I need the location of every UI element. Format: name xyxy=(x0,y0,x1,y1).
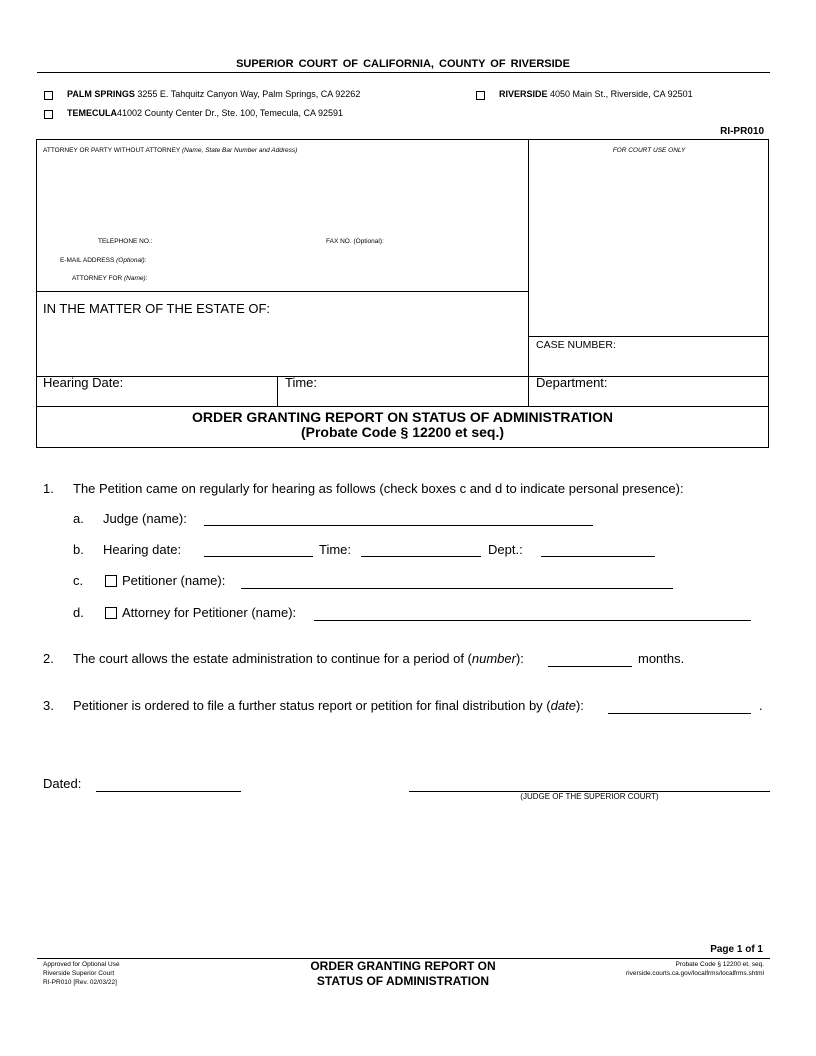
palm-springs-location xyxy=(67,89,360,99)
court-use-label: FOR COURT USE ONLY xyxy=(612,147,686,154)
judge-name-label: Judge (name): xyxy=(103,511,187,526)
footer-right xyxy=(560,960,764,978)
form-title-line2: (Probate Code § 12200 et seq.) xyxy=(300,424,505,440)
item2-text xyxy=(73,651,524,666)
footer-title-line1: ORDER GRANTING REPORT ON xyxy=(310,959,496,973)
judge-signature-label: (JUDGE OF THE SUPERIOR COURT) xyxy=(520,792,659,801)
item1b-letter: b. xyxy=(73,542,84,557)
palm-springs-address: 3255 E. Tahquitz Canyon Way, Palm Springs, CA 92262 xyxy=(137,89,361,99)
item1d-letter: d. xyxy=(73,605,84,620)
attorney-label-text: ATTORNEY OR PARTY WITHOUT ATTORNEY xyxy=(43,147,181,154)
hearing-bottom-rule xyxy=(36,406,769,407)
temecula-address: 41002 County Center Dr., Ste. 100, Temecula, CA 92591 xyxy=(117,108,343,118)
page-number: Page 1 of 1 xyxy=(710,944,763,955)
hearing-date-label: Hearing Date: xyxy=(43,375,124,390)
caption-box xyxy=(36,139,769,448)
item3-text xyxy=(73,698,584,713)
hearing-dept-field[interactable] xyxy=(541,556,655,557)
attorney-label xyxy=(43,147,297,154)
palm-springs-checkbox[interactable] xyxy=(44,91,53,100)
petitioner-present-checkbox[interactable] xyxy=(105,575,117,587)
footer-url[interactable]: riverside.courts.ca.gov/localfrms/localfrms.shtml xyxy=(626,970,764,977)
item2-text-ital: number xyxy=(471,651,516,666)
email-label-text: E-MAIL ADDRESS xyxy=(60,257,115,264)
attorney-label-hint: (Name, State Bar Number and Address) xyxy=(181,147,298,154)
case-number-label: CASE NUMBER: xyxy=(536,339,616,351)
judge-name-field[interactable] xyxy=(204,525,593,526)
months-label: months. xyxy=(638,651,685,666)
footer-approved: Approved for Optional Use xyxy=(43,961,120,968)
item2-text-pre: The court allows the estate administration to continue for a period of ( xyxy=(73,651,472,666)
item2-text-post: ): xyxy=(515,651,524,666)
attorney-for-text: ATTORNEY FOR xyxy=(72,275,123,282)
form-number: RI-PR010 xyxy=(720,126,764,137)
hearing-dept-label: Dept.: xyxy=(488,542,523,557)
attorney-name-field[interactable] xyxy=(314,620,751,621)
temecula-location xyxy=(67,108,343,118)
hearing-date-field-label: Hearing date: xyxy=(103,542,182,557)
estate-label: IN THE MATTER OF THE ESTATE OF: xyxy=(43,301,271,316)
riverside-address: 4050 Main St., Riverside, CA 92501 xyxy=(550,89,693,99)
temecula-name: TEMECULA xyxy=(67,108,117,118)
header-rule xyxy=(37,72,770,73)
item3-period: . xyxy=(759,698,763,713)
item1-number: 1. xyxy=(43,481,54,496)
attorney-for-label xyxy=(72,275,148,282)
email-label-hint: (Optional): xyxy=(116,257,147,264)
palm-springs-name: PALM SPRINGS xyxy=(67,89,135,99)
attorney-for-hint: (Name): xyxy=(124,275,148,282)
footer-title xyxy=(240,959,566,989)
dated-label: Dated: xyxy=(43,776,82,791)
hearing-time-label: Time: xyxy=(319,542,352,557)
time-label: Time: xyxy=(285,375,318,390)
footer-form-rev: RI-PR010 [Rev. 02/03/22] xyxy=(43,979,117,986)
case-number-rule xyxy=(528,336,769,337)
petitioner-name-field[interactable] xyxy=(241,588,673,589)
footer-left xyxy=(43,960,120,987)
hearing-divider-2 xyxy=(528,376,529,406)
caption-divider xyxy=(528,139,529,377)
footer-probate-code: Probate Code § 12200 et. seq. xyxy=(675,961,764,968)
footer-title-line2: STATUS OF ADMINISTRATION xyxy=(316,974,490,988)
fax-label: FAX NO. (Optional): xyxy=(326,238,384,245)
report-date-field[interactable] xyxy=(608,713,751,714)
telephone-label: TELEPHONE NO.: xyxy=(98,238,153,245)
estate-rule xyxy=(36,291,529,292)
department-label: Department: xyxy=(536,375,608,390)
court-title: SUPERIOR COURT OF CALIFORNIA, COUNTY OF RIVERSIDE xyxy=(236,58,570,70)
hearing-top-rule xyxy=(36,376,769,377)
temecula-checkbox[interactable] xyxy=(44,110,53,119)
item2-number: 2. xyxy=(43,651,54,666)
dated-field[interactable] xyxy=(96,791,241,792)
item3-text-ital: date xyxy=(550,698,576,713)
item3-number: 3. xyxy=(43,698,54,713)
form-title-line1: ORDER GRANTING REPORT ON STATUS OF ADMINISTRATION xyxy=(191,409,614,425)
email-label xyxy=(60,257,146,264)
item1c-letter: c. xyxy=(73,573,84,588)
item1-text: The Petition came on regularly for hearing as follows (check boxes c and d to indicate personal presence): xyxy=(73,481,684,496)
item3-text-post: ): xyxy=(575,698,584,713)
item1a-letter: a. xyxy=(73,511,84,526)
riverside-checkbox[interactable] xyxy=(476,91,485,100)
petitioner-name-label: Petitioner (name): xyxy=(122,573,226,588)
form-title xyxy=(36,410,769,440)
hearing-date-field[interactable] xyxy=(204,556,313,557)
attorney-name-label: Attorney for Petitioner (name): xyxy=(122,605,297,620)
riverside-name: RIVERSIDE xyxy=(499,89,548,99)
footer-court: Riverside Superior Court xyxy=(43,970,115,977)
months-field[interactable] xyxy=(548,666,632,667)
riverside-location xyxy=(499,89,693,99)
hearing-divider-1 xyxy=(277,376,278,406)
attorney-present-checkbox[interactable] xyxy=(105,607,117,619)
item3-text-pre: Petitioner is ordered to file a further status report or petition for final distribution by ( xyxy=(73,698,551,713)
hearing-time-field[interactable] xyxy=(361,556,481,557)
